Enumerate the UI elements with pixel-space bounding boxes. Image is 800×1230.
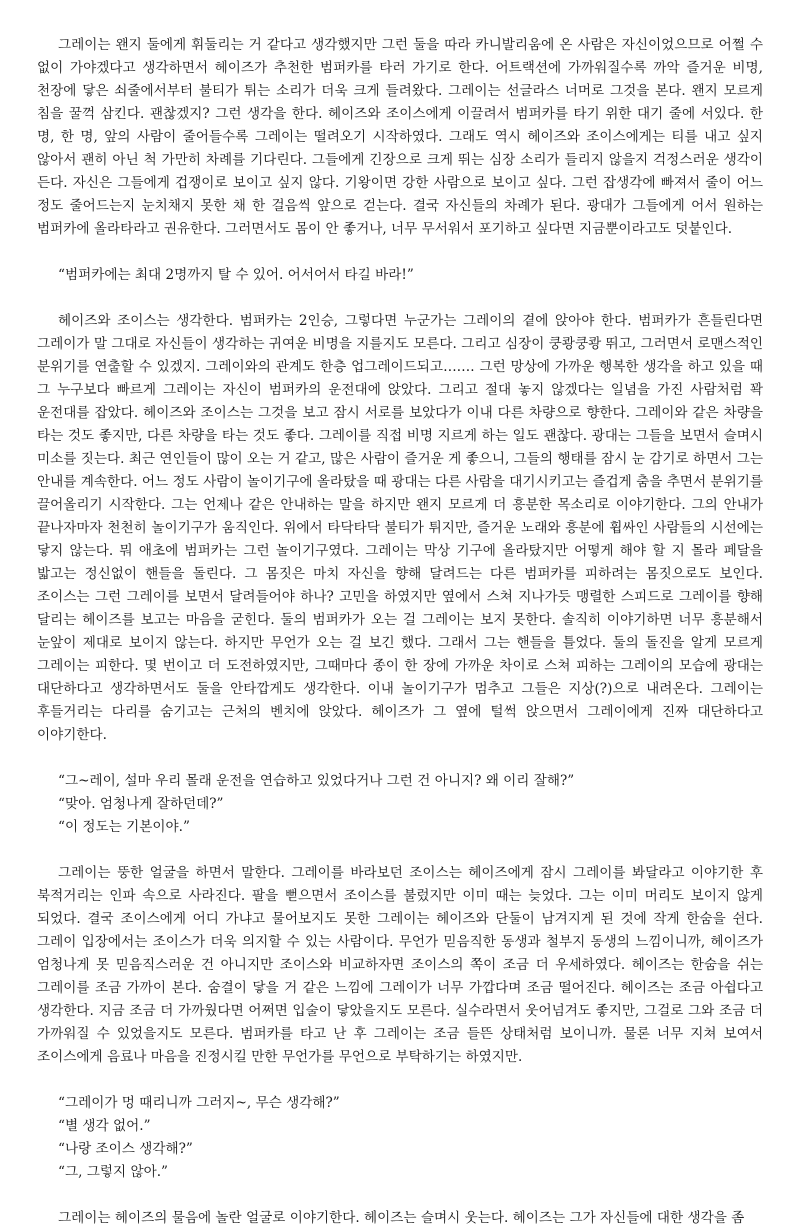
paragraph-spacer <box>37 747 763 770</box>
narrative-paragraph: 헤이즈와 조이스는 생각한다. 범퍼카는 2인승, 그렇다면 누군가는 그레이의 곁에 앉아야 한다. 범퍼카가 흔들린다면 그레이가 말 그대로 자신들이 생각하는 귀여운 비명을 지를지도 모른다. 그리고 심장이 쿵쾅쿵쾅 뛰고, 그러면서 로맨스적인 분위기를 연출할 수 있겠지. 그레이와의 관계도 한층 업그레이드되고……. 그런 망상에 가까운 행복한 생각을 하고 있을 때 그 누구보다 빠르게 그레이는 자신이 범퍼카의 운전대에 앉았다. 그리고 절대 놓지 않겠다는 일념을 가진 사람처럼 꽉 운전대를 잡았다. 헤이즈와 조이스는 그것을 보고 잠시 서로를 보았다가 이내 다른 차량으로 향한다. 그레이와 같은 차량을 타는 것도 좋지만, 다른 차량을 타는 것도 좋다. 그레이를 직접 비명 지르게 하는 일도 괜찮다. 광대는 그들을 보면서 슬며시 미소를 짓는다. 최근 연인들이 많이 오는 거 같고, 많은 사람이 즐거운 게 좋으니, 그들의 행태를 잠시 눈 감기로 하면서 그는 안내를 계속한다. 어느 정도 사람이 놀이기구에 올라탔을 때 광대는 다른 사람을 대기시키고는 즐겁게 춤을 추면서 분위기를 끌어올리기 시작한다. 그는 언제나 같은 안내하는 말을 하지만 왠지 모르게 더 흥분한 목소리로 이야기한다. 그의 안내가 끝나자마자 천천히 놀이기구가 움직인다. 위에서 타닥타닥 불티가 튀지만, 즐거운 노래와 흥분에 휩싸인 사람들의 시선에는 닿지 않는다. 뭐 애초에 범퍼카는 그런 놀이기구였다. 그레이는 막상 기구에 올라탔지만 어떻게 해야 할 지 몰라 페달을 밟고는 정신없이 핸들을 돌린다. 그 몸짓은 마치 자신을 향해 달려드는 다른 범퍼카를 피하려는 몸짓으로도 보인다. 조이스는 그런 그레이를 보면서 달려들어야 하나? 고민을 하였지만 옆에서 스쳐 지나가듯 맹렬한 스피드로 그레이를 향해 달리는 헤이즈를 보고는 마음을 굳힌다. 둘의 범퍼카가 오는 걸 그레이는 보지 못한다. 솔직히 이야기하면 너무 흥분해서 눈앞이 제대로 보이지 않는다. 하지만 무언가 오는 걸 보긴 했다. 그래서 그는 핸들을 틀었다. 둘의 돌진을 알게 모르게 그레이는 피한다. 몇 번이고 더 도전하였지만, 그때마다 종이 한 장에 가까운 차이로 스쳐 피하는 그레이의 모습에 광대는 대단하다고 생각하면서도 둘을 안타깝게도 생각한다. 이내 놀이기구가 멈추고 그들은 지상(?)으로 내려온다. 그레이는 후들거리는 다리를 숨기고는 근처의 벤치에 앉았다. 헤이즈가 그 옆에 털썩 앉으면서 그레이에게 진짜 대단하다고 이야기한다. <box>37 313 763 743</box>
narrative-paragraph: 그레이는 헤이즈의 물음에 놀란 얼굴로 이야기한다. 헤이즈는 슬며시 웃는다. 헤이즈는 그가 자신들에 대한 생각을 좀 <box>58 1210 745 1226</box>
paragraph-spacer <box>37 1069 763 1092</box>
dialogue-line: “그, 그렇지 않아.” <box>58 1164 168 1180</box>
paragraph-spacer <box>37 287 763 310</box>
dialogue-line: “범퍼카에는 최대 2명까지 탈 수 있어. 어서어서 타길 바라!” <box>58 267 414 283</box>
dialogue-line: “맞아. 엄청나게 잘하던데?” <box>58 796 224 812</box>
dialogue-line: “나랑 조이스 생각해?” <box>58 1141 193 1157</box>
paragraph-spacer <box>37 1184 763 1207</box>
dialogue-line: “그레이가 멍 때리니까 그러지~, 무슨 생각해?” <box>58 1095 340 1111</box>
dialogue-line: “그~레이, 설마 우리 몰래 운전을 연습하고 있었다거나 그런 건 아니지? 왜 이리 잘해?” <box>58 773 575 789</box>
dialogue-line: “별 생각 없어.” <box>58 1118 151 1134</box>
narrative-paragraph: 그레이는 뚱한 얼굴을 하면서 말한다. 그레이를 바라보던 조이스는 헤이즈에게 잠시 그레이를 봐달라고 이야기한 후 북적거리는 인파 속으로 사라진다. 팔을 뻗으면서 조이스를 불렀지만 이미 때는 늦었다. 그는 이미 머리도 보이지 않게 되었다. 결국 조이스에게 어디 가냐고 물어보지도 못한 그레이는 헤이즈와 단둘이 남겨지게 된 것에 작게 한숨을 쉰다. 그레이 입장에서는 조이스가 더욱 의지할 수 있는 사람이다. 무언가 믿음직한 동생과 철부지 동생의 느낌이니까, 헤이즈가 엄청나게 못 믿음직스러운 건 아니지만 조이스와 비교하자면 조이스의 쪽이 조금 더 우세하였다. 헤이즈는 한숨을 쉬는 그레이를 조금 가까이 본다. 숨결이 닿을 거 같은 느낌에 그레이가 너무 가깝다며 조금 떨어진다. 헤이즈는 조금 아쉽다고 생각한다. 지금 조금 더 가까웠다면 어쩌면 입술이 닿았을지도 모른다. 실수라면서 웃어넘겨도 좋지만, 그걸로 그와 조금 더 가까워질 수 있었을지도 모른다. 범퍼카를 타고 난 후 그레이는 조금 들뜬 상태처럼 보이니까. 물론 너무 지쳐 보여서 조이스에게 음료나 마음을 진정시킬 만한 무언가를 무언으로 부탁하기는 하였지만. <box>37 865 763 1065</box>
narrative-paragraph: 그레이는 왠지 둘에게 휘둘리는 거 같다고 생각했지만 그런 둘을 따라 카니발리움에 온 사람은 자신이었으므로 어쩔 수 없이 가야겠다고 생각하면서 헤이즈가 추천한 범퍼카를 타러 가기로 한다. 어트랙션에 가까워질수록 까악 즐거운 비명, 천장에 닿은 쇠줄에서부터 불티가 튀는 소리가 더욱 크게 들려왔다. 그레이는 선글라스 너머로 그것을 본다. 왠지 모르게 침을 꿀꺽 삼킨다. 괜찮겠지? 그런 생각을 한다. 헤이즈와 조이스에게 이끌려서 범퍼카를 타기 위한 대기 줄에 서있다. 한 명, 한 명, 앞의 사람이 줄어들수록 그레이는 떨려오기 시작하였다. 그래도 역시 헤이즈와 조이스에게는 티를 내고 싶지 않아서 괜히 아닌 척 가만히 차례를 기다린다. 그들에게 긴장으로 크게 뛰는 심장 소리가 들리지 않을지 걱정스러운 생각이 든다. 자신은 그들에게 겁쟁이로 보이고 싶지 않다. 기왕이면 강한 사람으로 보이고 싶다. 그런 잡생각에 빠져서 줄이 어느 정도 줄어드는지 눈치채지 못한 채 한 걸음씩 앞으로 걷는다. 결국 자신들의 차례가 된다. 광대가 그들에게 어서 원하는 범퍼카에 올라타라고 권유한다. 그러면서도 몸이 안 좋거나, 너무 무서워서 포기하고 싶다면 지금뿐이라고도 덧붙인다. <box>37 37 763 237</box>
paragraph-spacer <box>37 839 763 862</box>
paragraph-spacer <box>37 241 763 264</box>
dialogue-line: “이 정도는 기본이야.” <box>58 819 190 835</box>
